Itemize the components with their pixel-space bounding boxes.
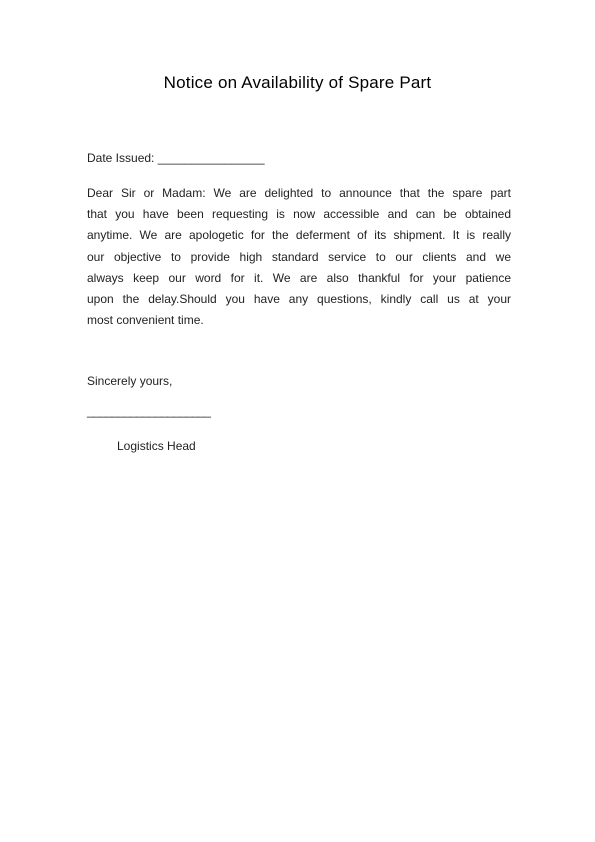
body-line: anytime. We are apologetic for the deferment of its shipment. It is really (87, 228, 511, 243)
signature-blank: ____________________ (87, 404, 211, 418)
body-paragraph (87, 183, 511, 331)
body-line: always keep our word for it. We are also thankful for your patience (87, 270, 511, 285)
closing-salutation: Sincerely yours, (87, 374, 173, 388)
body-line: that you have been requesting is now accessible and can be obtained (87, 207, 511, 222)
signer-title: Logistics Head (117, 439, 196, 453)
body-line: upon the delay.Should you have any questions, kindly call us at your (87, 292, 511, 307)
body-line: our objective to provide high standard service to our clients and we (87, 249, 511, 264)
body-line: most convenient time. (87, 313, 204, 328)
date-issued-label: Date Issued: (87, 151, 155, 165)
date-issued-line (87, 151, 265, 165)
document-title: Notice on Availability of Spare Part (163, 73, 432, 92)
body-line: Dear Sir or Madam: We are delighted to announce that the spare part (87, 186, 511, 200)
date-issued-blank: ________________ (157, 151, 265, 165)
